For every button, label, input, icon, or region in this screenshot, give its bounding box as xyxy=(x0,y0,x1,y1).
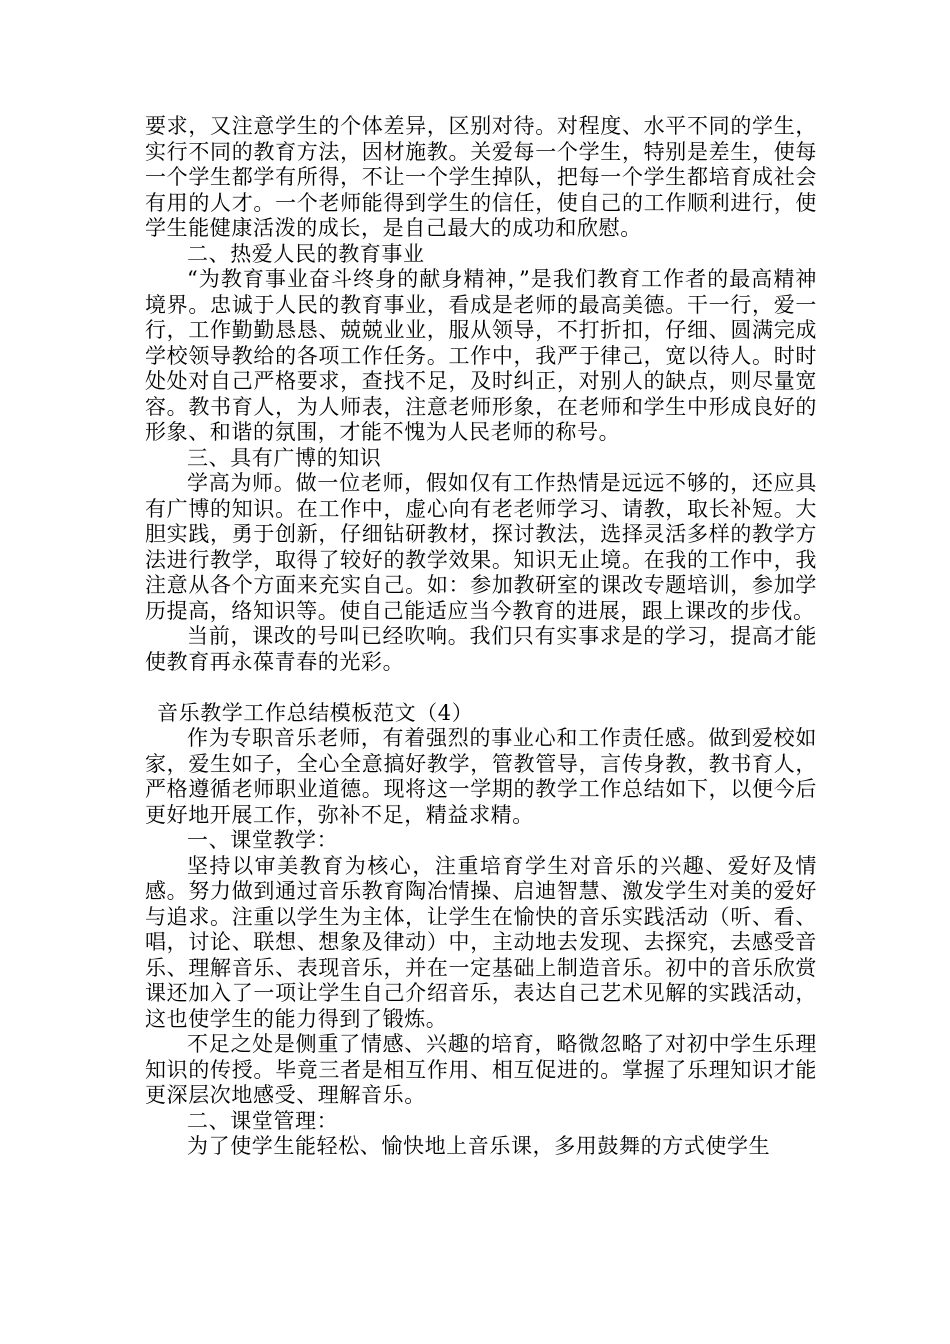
section-heading: 二、热爱人民的教育事业 xyxy=(187,241,425,266)
body-paragraph: 作为专职音乐老师，有着强烈的事业心和工作责任感。做到爱校如家，爱生如子，全心全意搞好教学，管教管导，言传身教，教书育人，严格遵循老师职业道德。现将这一学期的教学工作总结如下，以便今后更好地开展工作，弥补不足，精益求精。 xyxy=(145,726,817,827)
section-heading: 二、课堂管理： xyxy=(187,1108,339,1133)
body-paragraph: 要求，又注意学生的个体差异，区别对待。对程度、水平不同的学生，实行不同的教育方法，因材施教。关爱每一个学生，特别是差生，使每一个学生都学有所得，不让一个学生掉队，把每一个学生都培育成社会有用的人才。一个老师能得到学生的信任，使自己的工作顺利进行，使学生能健康活泼的成长，是自己最大的成功和欣慰。 xyxy=(145,114,817,240)
body-paragraph: 为了使学生能轻松、愉快地上音乐课，多用鼓舞的方式使学生 xyxy=(187,1134,771,1158)
article-title: 音乐教学工作总结模板范文（4） xyxy=(157,700,474,725)
body-paragraph: “为教育事业奋斗终身的献身精神，”是我们教育工作者的最高精神境界。忠诚于人民的教育事业，看成是老师的最高美德。干一行，爱一行，工作勤勤恳恳、兢兢业业，服从领导，不打折扣，仔细、圆满完成学校领导教给的各项工作任务。工作中，我严于律己，宽以待人。时时处处对自己严格要求，查找不足，及时纠正，对别人的缺点，则尽量宽容。教书育人，为人师表，注意老师形象，在老师和学生中形成良好的形象、和谐的氛围，才能不愧为人民老师的称号。 xyxy=(145,267,817,444)
body-paragraph: 学高为师。做一位老师，假如仅有工作热情是远远不够的，还应具有广博的知识。在工作中，虚心向有老老师学习、请教，取长补短。大胆实践，勇于创新，仔细钻研教材，探讨教法，选择灵活多样的教学方法进行教学，取得了较好的教学效果。知识无止境。在我的工作中，我注意从各个方面来充实自己。如：参加教研室的课改专题培训，参加学历提高，络知识等。使自己能适应当今教育的进展，跟上课改的步伐。 xyxy=(145,471,817,623)
body-paragraph: 当前，课改的号叫已经吹响。我们只有实事求是的学习，提高才能使教育再永葆青春的光彩。 xyxy=(145,624,817,674)
body-paragraph: 坚持以审美教育为核心，注重培育学生对音乐的兴趣、爱好及情感。努力做到通过音乐教育陶冶情操、启迪智慧、激发学生对美的爱好与追求。注重以学生为主体，让学生在愉快的音乐实践活动（听、看、唱，讨论、联想、想象及律动）中，主动地去发现、去探究，去感受音乐、理解音乐、表现音乐，并在一定基础上制造音乐。初中的音乐欣赏课还加入了一项让学生自己介绍音乐，表达自己艺术见解的实践活动，这也使学生的能力得到了锻炼。 xyxy=(145,853,817,1031)
body-paragraph: 不足之处是侧重了情感、兴趣的培育，略微忽略了对初中学生乐理知识的传授。毕竟三者是相互作用、相互促进的。掌握了乐理知识才能更深层次地感受、理解音乐。 xyxy=(145,1032,817,1107)
section-heading: 一、课堂教学： xyxy=(187,828,339,852)
document-page xyxy=(145,114,817,1160)
section-heading: 三、具有广博的知识 xyxy=(187,445,382,470)
